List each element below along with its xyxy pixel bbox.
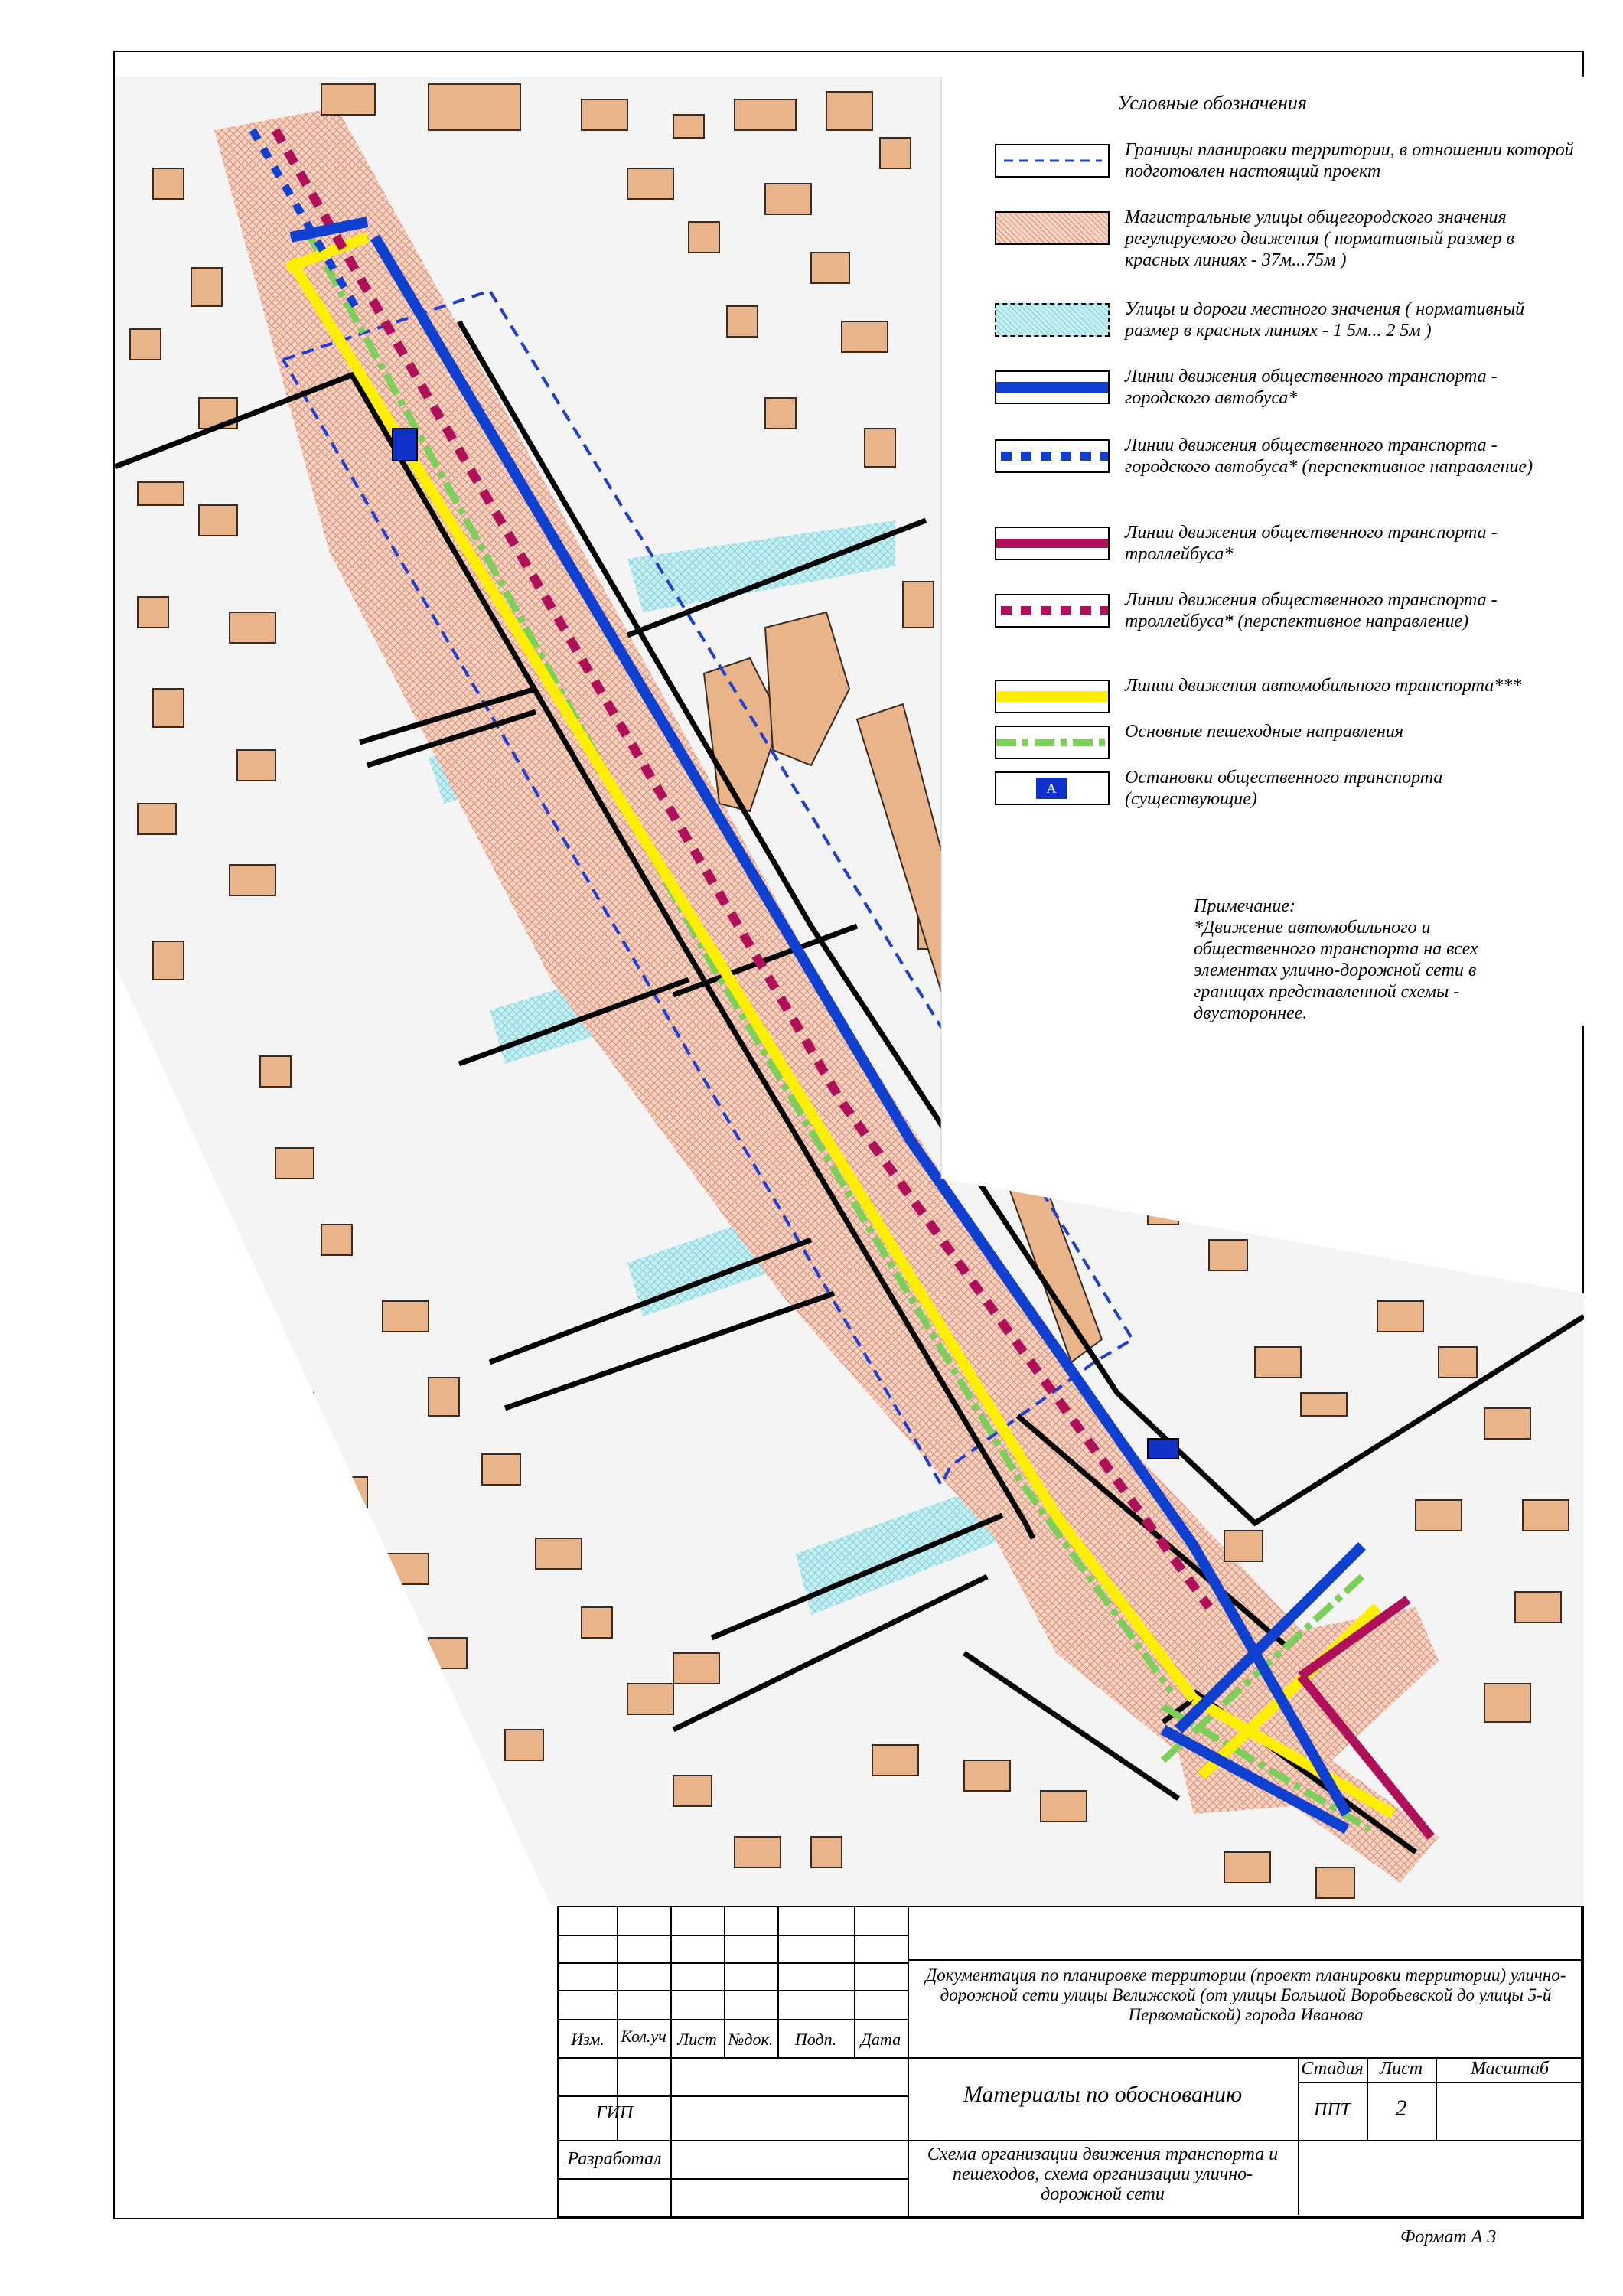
building (689, 222, 719, 253)
building (1416, 1500, 1462, 1531)
building (673, 1776, 712, 1806)
bus-line-symbol (995, 370, 1110, 404)
gip-label: ГИП (595, 2103, 634, 2123)
building (842, 321, 888, 352)
building (429, 1378, 459, 1416)
legend-text: Основные пешеходные направления (1125, 722, 1404, 742)
building (191, 268, 222, 306)
legend-title: Условные обозначения (1117, 92, 1307, 114)
building (673, 115, 704, 138)
building (811, 1837, 842, 1867)
legend-item-boundary (995, 139, 1576, 193)
format-label: Формат А 3 (1400, 2227, 1497, 2247)
building (1439, 1347, 1477, 1378)
building (627, 168, 673, 199)
building (230, 612, 275, 643)
building (321, 1225, 352, 1255)
building (1209, 1240, 1247, 1270)
legend-text: Линии движения общественного транспорта - городского автобуса* (1125, 367, 1498, 408)
building (826, 92, 872, 130)
building (153, 689, 184, 727)
building (153, 941, 184, 980)
hdr-data: Дата (860, 2030, 901, 2049)
building (735, 1837, 781, 1867)
legend-item-bus (995, 366, 1576, 419)
building (1041, 1791, 1087, 1821)
building (582, 1607, 612, 1638)
building (872, 1745, 918, 1776)
building (482, 1454, 520, 1485)
stop-symbol (995, 771, 1110, 805)
legend-item-trolley-future (995, 589, 1576, 643)
legend-item-stops (995, 767, 1576, 820)
sheet-label: Лист (1379, 2059, 1423, 2079)
building (1224, 1531, 1263, 1561)
building (1484, 1684, 1530, 1722)
note-text: *Движение автомобильного и общественного транспорта на всех элементах улично-дорожной сети в границах представленной схемы - двустороннее. (1194, 918, 1478, 1023)
document-title: Документация по планировке территории (проект планировки территории) улично-дорожной сети улицы Велижской (от улицы Большой Воробьевской до улицы 5-й Первомайской) города Иванова (925, 1965, 1566, 2024)
building (237, 750, 275, 781)
trolley-line-symbol (995, 527, 1110, 560)
legend-text: Линии движения общественного транспорта - троллейбуса* (1125, 523, 1498, 564)
legend-item-local-streets (995, 298, 1576, 352)
bus-future-symbol (995, 439, 1110, 473)
legend-text: Границы планировки территории, в отношении которой подготовлен настоящий проект (1125, 140, 1574, 181)
building (383, 1554, 429, 1584)
building (1316, 1867, 1354, 1898)
building (1523, 1500, 1569, 1531)
building (230, 865, 275, 895)
note-title: Примечание: (1194, 896, 1295, 916)
legend-text: Улицы и дороги местного значения ( нормативный размер в красных линиях - 1 5м... 2 5м ) (1125, 299, 1525, 341)
hdr-kol: Кол.уч (621, 2027, 666, 2046)
building (268, 1393, 314, 1431)
building (765, 398, 796, 429)
building (1148, 1179, 1178, 1225)
legend-text: Остановки общественного транспорта (существующие) (1125, 768, 1443, 809)
building (1301, 1393, 1347, 1416)
building (582, 99, 627, 130)
building (429, 84, 520, 130)
title-block (557, 1906, 1582, 2218)
developed-label: Разработал (567, 2149, 662, 2169)
scale-label: Масштаб (1470, 2059, 1550, 2079)
local-street-symbol (995, 303, 1110, 337)
building (329, 1477, 367, 1508)
building (1255, 1347, 1301, 1378)
building (153, 168, 184, 199)
building (964, 1760, 1010, 1791)
legend-text: Магистральные улицы общегородского значения регулируемого движения ( нормативный размер в красных линиях - 37м...75м ) (1125, 207, 1514, 270)
hdr-podp: Подп. (794, 2030, 837, 2049)
note (1194, 895, 1530, 1024)
building (1515, 1592, 1561, 1623)
building (429, 1638, 467, 1668)
building (811, 253, 849, 283)
hdr-izm: Изм. (571, 2030, 605, 2049)
building (673, 1653, 719, 1684)
building (275, 1148, 314, 1179)
building (383, 1301, 429, 1332)
building (321, 84, 375, 115)
building (505, 1730, 543, 1760)
main-street-symbol (995, 211, 1110, 245)
trolley-future-symbol (995, 594, 1110, 628)
building (765, 184, 811, 214)
auto-line-symbol (995, 680, 1110, 713)
building (735, 99, 796, 130)
building (1224, 1852, 1270, 1883)
building (138, 597, 168, 628)
building (130, 329, 161, 360)
stop-icon: A (1036, 778, 1067, 799)
building (199, 505, 237, 536)
building (536, 1538, 582, 1569)
sheet-value: 2 (1395, 2095, 1407, 2121)
building (138, 804, 176, 834)
pedestrian-symbol (995, 726, 1110, 759)
stage-label: Стадия (1301, 2059, 1364, 2079)
scheme-title: Схема организации движения транспорта и пешеходов, схема организации улично-дорожной сети (927, 2144, 1279, 2204)
building (865, 429, 895, 467)
section-title: Материалы по обоснованию (963, 2082, 1243, 2107)
legend-text: Линии движения общественного транспорта - троллейбуса* (перспективное направление) (1125, 590, 1498, 631)
building (260, 1056, 291, 1087)
building (727, 306, 758, 337)
legend-text: Линии движения автомобильного транспорта*** (1125, 676, 1522, 696)
hdr-ndoc: №док. (728, 2030, 774, 2049)
hdr-list: Лист (677, 2030, 717, 2049)
legend-text: Линии движения общественного транспорта - городского автобуса* (перспективное направление) (1125, 435, 1533, 477)
building (1484, 1408, 1530, 1439)
building (880, 138, 911, 168)
building (138, 482, 184, 505)
building (1377, 1301, 1423, 1332)
building (903, 582, 934, 628)
boundary-symbol (995, 144, 1110, 178)
building (627, 1684, 673, 1714)
legend-item-trolley (995, 522, 1576, 576)
legend-item-bus-future (995, 435, 1576, 488)
stage-value: ППТ (1313, 2100, 1351, 2120)
legend-item-main-streets (995, 207, 1576, 270)
